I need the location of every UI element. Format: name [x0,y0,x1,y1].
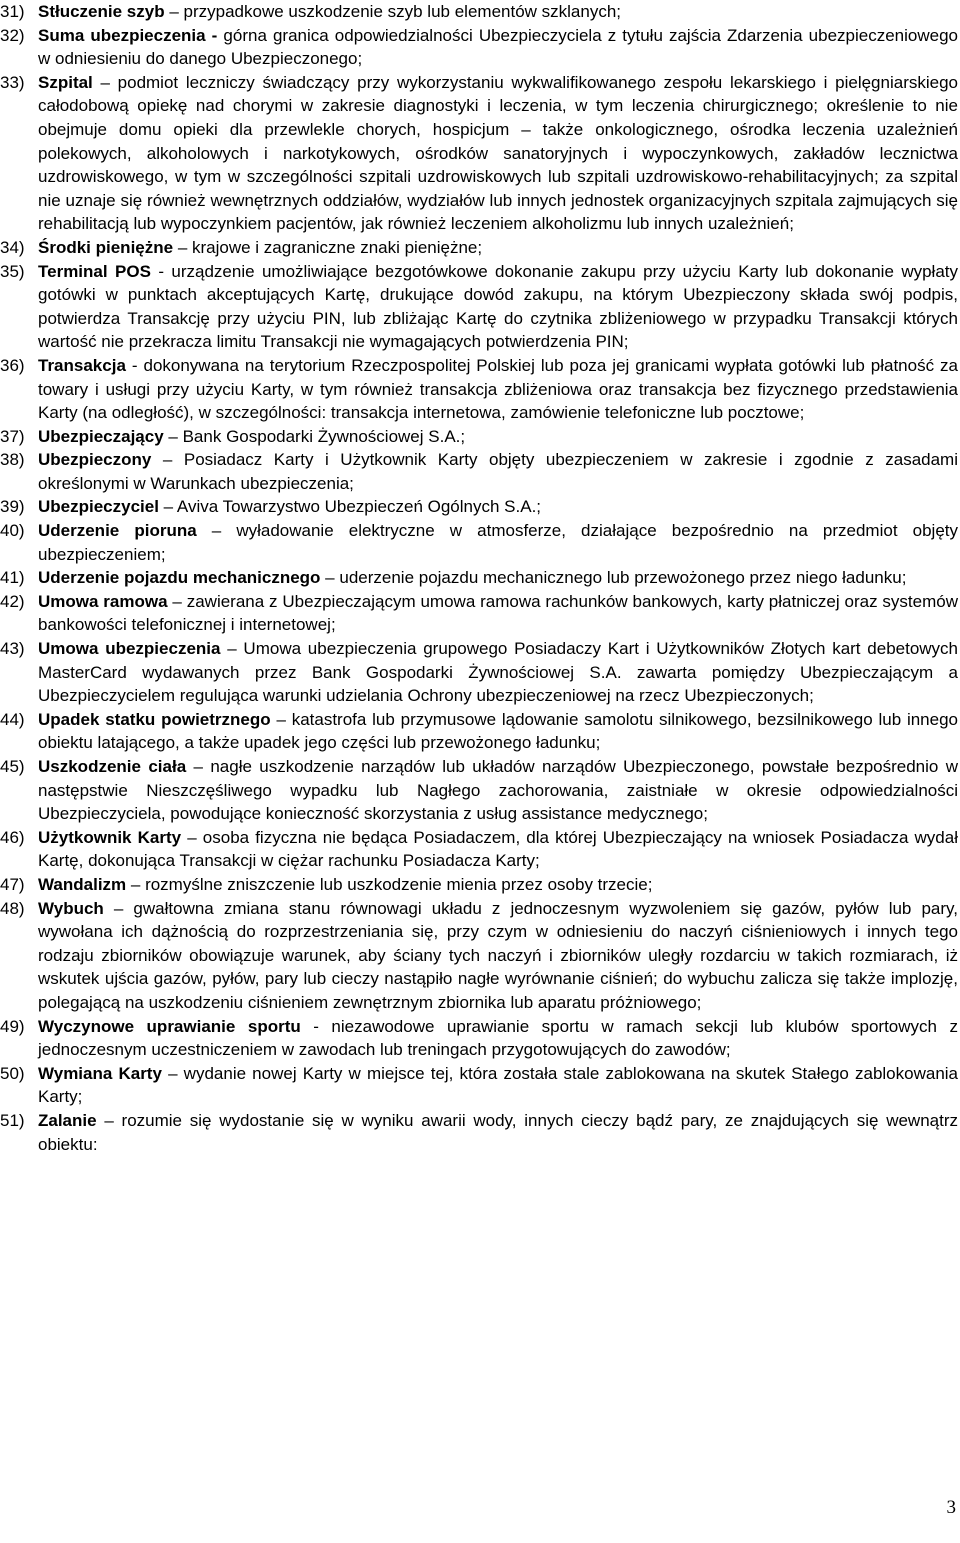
definition-separator: – [158,497,177,517]
definition-item [0,637,958,708]
definition-number: 48) [0,898,25,918]
definition-number: 34) [0,237,25,257]
definition-term: Szpital [38,72,93,92]
definition-separator: – [151,450,184,470]
definition-separator: – [96,1110,122,1130]
definition-number: 46) [0,827,25,847]
definition-text: uderzenie pojazdu mechanicznego lub przewożonego przez niego ładunku; [339,568,907,588]
definition-body [38,495,958,519]
definition-item [0,755,958,826]
definition-term: Umowa ubezpieczenia [38,639,221,659]
definition-number: 42) [0,591,25,611]
definition-body [38,519,958,566]
definition-term: Zalanie [38,1110,97,1130]
definition-number: 35) [0,261,25,281]
definition-text: dokonywana na terytorium Rzeczpospolitej Polskiej lub poza jej granicami wypłata gotówki lub płatność za towary i usługi przy użyciu Karty, w tym również transakcja zbliżeniowa oraz transakcja bez fizycznego przedstawienia Karty (na odległość), w szczególności: transakcja internetowa, zamówienie telefoniczne lub pocztowe; [38,355,958,423]
definition-item [0,897,958,1015]
definition-item [0,590,958,637]
definition-body [38,0,958,24]
definition-number: 33) [0,72,25,92]
definition-item [0,566,958,590]
definition-term: Umowa ramowa [38,591,168,611]
definition-item [0,873,958,897]
definition-text: katastrofa lub przymusowe lądowanie samolotu silnikowego, bezsilnikowego lub innego obiektu latającego, a także upadek jego części lub przewożonego ładunku; [38,709,959,753]
definition-item [0,24,958,71]
definition-separator: – [320,568,340,588]
definition-term: Stłuczenie szyb [38,2,165,21]
definition-item [0,495,958,519]
page-number: 3 [946,1497,956,1518]
definition-text: Umowa ubezpieczenia grupowego Posiadaczy Kart i Użytkowników Złotych kart debetowych MasterCard wydawanych przez Bank Gospodarki Żywnościowej S.A. zawarta pomiędzy Ubezpieczającym a Ubezpieczycielem regulująca warunki udzielania Ochrony ubezpieczeniowej na rzecz Ubezpieczonych; [38,639,959,706]
definition-item [0,448,958,495]
definition-body [38,1109,958,1156]
definition-separator: - [150,261,172,281]
definition-separator: - [125,355,144,375]
definition-term: Wyczynowe uprawianie sportu [38,1016,301,1036]
definition-body [38,1015,958,1062]
definition-term: Ubezpieczony [38,450,152,470]
definition-number: 47) [0,874,25,894]
definition-text: nagłe uszkodzenie narządów lub układów narządów Ubezpieczonego, powstałe bezpośrednio w następstwie Nieszczęśliwego wypadku lub Nagłego zachorowania, zaistniałe w okresie odpowiedzialności Ubezpieczyciela, powodujące konieczność skorzystania z usług assistance medycznego; [38,757,959,824]
definition-number: 31) [0,2,25,21]
definition-body [38,873,958,897]
definition-term: Terminal POS [38,261,151,281]
definition-number: 43) [0,639,25,659]
definition-number: 45) [0,757,25,776]
definition-body [38,637,958,708]
definition-body [38,425,958,449]
definition-body [38,24,958,71]
definition-term: Wandalizm [38,874,127,894]
definition-text: rozumie się wydostanie się w wyniku awarii wody, innych cieczy bądź pary, ze znajdujących się wewnątrz obiektu: [38,1110,958,1154]
definition-text: wyładowanie elektryczne w atmosferze, działające bezpośrednio na przedmiot objęty ubezpieczeniem; [38,521,958,564]
definition-text: podmiot leczniczy świadczący przy wykorzystaniu wykwalifikowanego zespołu lekarskiego i pielęgniarskiego całodobową opiekę nad chorymi w zakresie diagnostyki i leczenia, w tym leczenia chirurgicznego; określenie to nie obejmuje domu opieki dla przewlekle chorych, hospicjum – także onkologicznego, ośrodka leczenia uzależnień polekowych, alkoholowych i narkotykowych, ośrodków sanatoryjnych i wypoczynkowych, zakładów lecznictwa uzdrowiskowego, w tym w szczególności szpitali uzdrowiskowych lub szpitali uzdrowiskowo-rehabilitacyjnych; za szpital nie uznaje się również wewnętrznych oddziałów, wydziałów lub innych jednostek organizacyjnych szpitala zajmujących się rehabilitacją lub wypoczynkiem pacjentów, jak również leczeniem alkoholizmu lub innych uzależnień; [38,72,958,234]
definition-item [0,0,958,24]
definition-text: Bank Gospodarki Żywnościowej S.A.; [182,426,466,446]
definition-text: przypadkowe uszkodzenie szyb lub elementów szklanych; [183,2,622,21]
definition-term: Uderzenie pojazdu mechanicznego [38,568,321,588]
definition-body [38,826,958,873]
definition-body [38,708,958,755]
definition-body [38,590,958,637]
definition-term: Transakcja [38,355,126,375]
definition-term: Uszkodzenie ciała [38,757,187,776]
definition-body [38,71,958,236]
definition-term: Wybuch [38,898,104,918]
definition-text: osoba fizyczna nie będąca Posiadaczem, dla której Ubezpieczający na wniosek Posiadacza wydał Kartę, dokonująca Transakcji w ciężar rachunku Posiadacza Karty; [38,827,958,871]
definition-item [0,1015,958,1062]
definition-number: 38) [0,450,25,470]
definition-item [0,425,958,449]
definition-item [0,519,958,566]
definition-text: Posiadacz Karty i Użytkownik Karty objęty ubezpieczeniem w zakresie i zgodnie z zasadami określonymi w Warunkach ubezpieczenia; [38,450,958,493]
definition-text: niezawodowe uprawianie sportu w ramach sekcji lub klubów sportowych z jednoczesnym uczestniczeniem w zawodach lub treningach przygotowujących do zawodów; [38,1016,958,1060]
definition-text: Aviva Towarzystwo Ubezpieczeń Ogólnych S.A.; [176,497,542,517]
definition-term: Użytkownik Karty [38,827,182,847]
definition-item [0,1109,958,1156]
definition-separator: – [186,757,211,776]
definition-term: Wymiana Karty [38,1063,162,1083]
definition-separator: – [220,639,244,659]
definition-number: 37) [0,426,25,446]
definition-term: Upadek statku powietrznego [38,709,271,729]
definition-term: Ubezpieczyciel [38,497,159,517]
definition-body [38,897,958,1015]
definition-number: 44) [0,709,25,729]
definition-body [38,566,958,590]
definition-item [0,71,958,236]
definition-text: wydanie nowej Karty w miejsce tej, która została stale zablokowana na skutek Stałego zablokowania Karty; [38,1063,959,1107]
definition-separator: – [196,521,237,541]
definition-text: górna granica odpowiedzialności Ubezpieczyciela z tytułu zajścia Zdarzenia ubezpieczeniowego w odniesieniu do danego Ubezpieczonego; [38,25,958,69]
definition-text: gwałtowna zmiana stanu równowagi układu z jednoczesnym wyzwoleniem się gazów, pyłów lub pary, wywołana ich dążnością do rozprzestrzeniania się, przy czym w odniesieniu do naczyń ciśnieniowych i innych tego rodzaju zbiorników obowiązuje warunek, aby ściany tych naczyń i zbiorników uległy rozdarciu w takich rozmiarach, iż wskutek ujścia gazów, pyłów, pary lub cieczy nastąpiło nagłe wyrównanie ciśnień; do wybuchu zalicza się także implozję, polegającą na uszkodzeniu ciśnieniem zewnętrznym zbiornika lub aparatu próżniowego; [38,898,958,1012]
definition-item [0,826,958,873]
definition-number: 51) [0,1110,25,1130]
definition-separator: - [300,1016,332,1036]
definition-separator: – [167,591,187,611]
definition-item [0,354,958,425]
definition-separator: – [164,2,184,21]
definition-separator: – [92,72,118,92]
definition-number: 50) [0,1063,25,1083]
definition-separator: – [126,874,146,894]
definition-body [38,1062,958,1109]
definition-text: zawierana z Ubezpieczającym umowa ramowa rachunków bankowych, karty płatniczej oraz systemów bankowości telefonicznej i internetowej; [38,591,958,635]
definition-item [0,260,958,354]
definition-body [38,755,958,826]
definition-body [38,260,958,354]
definition-number: 39) [0,497,25,517]
definition-number: 41) [0,568,25,588]
definition-body [38,448,958,495]
definition-item [0,1062,958,1109]
definition-separator: – [173,237,192,257]
definition-number: 32) [0,25,25,45]
definition-separator: – [163,426,183,446]
definition-term: Środki pieniężne [38,237,174,257]
definition-body [38,354,958,425]
definition-separator: – [103,898,134,918]
definition-item [0,236,958,260]
definition-separator: – [270,709,292,729]
definition-text: urządzenie umożliwiające bezgotówkowe dokonanie zakupu przy użyciu Karty lub dokonanie wypłaty gotówki w punktach akceptujących Kartę, drukujące dowód zakupu, na którym Ubezpieczony składa swój podpis, potwierdza Transakcję przy użyciu PIN, lub zbliżając Kartę do czytnika zbliżeniowego w przypadku Transakcji których wartość nie przekracza limitu Transakcji nie wymagających potwierdzenia PIN; [38,261,959,352]
definition-number: 36) [0,355,25,375]
definition-term: Uderzenie pioruna [38,521,197,541]
definition-term: Suma ubezpieczenia - [38,25,218,45]
definition-separator: – [181,827,203,847]
definition-body [38,236,958,260]
definition-text: rozmyślne zniszczenie lub uszkodzenie mienia przez osoby trzecie; [145,874,653,894]
definition-text: krajowe i zagraniczne znaki pieniężne; [192,237,483,257]
definition-term: Ubezpieczający [38,426,164,446]
definition-number: 40) [0,521,25,541]
definition-item [0,708,958,755]
definition-separator: – [161,1063,184,1083]
definition-number: 49) [0,1016,25,1036]
